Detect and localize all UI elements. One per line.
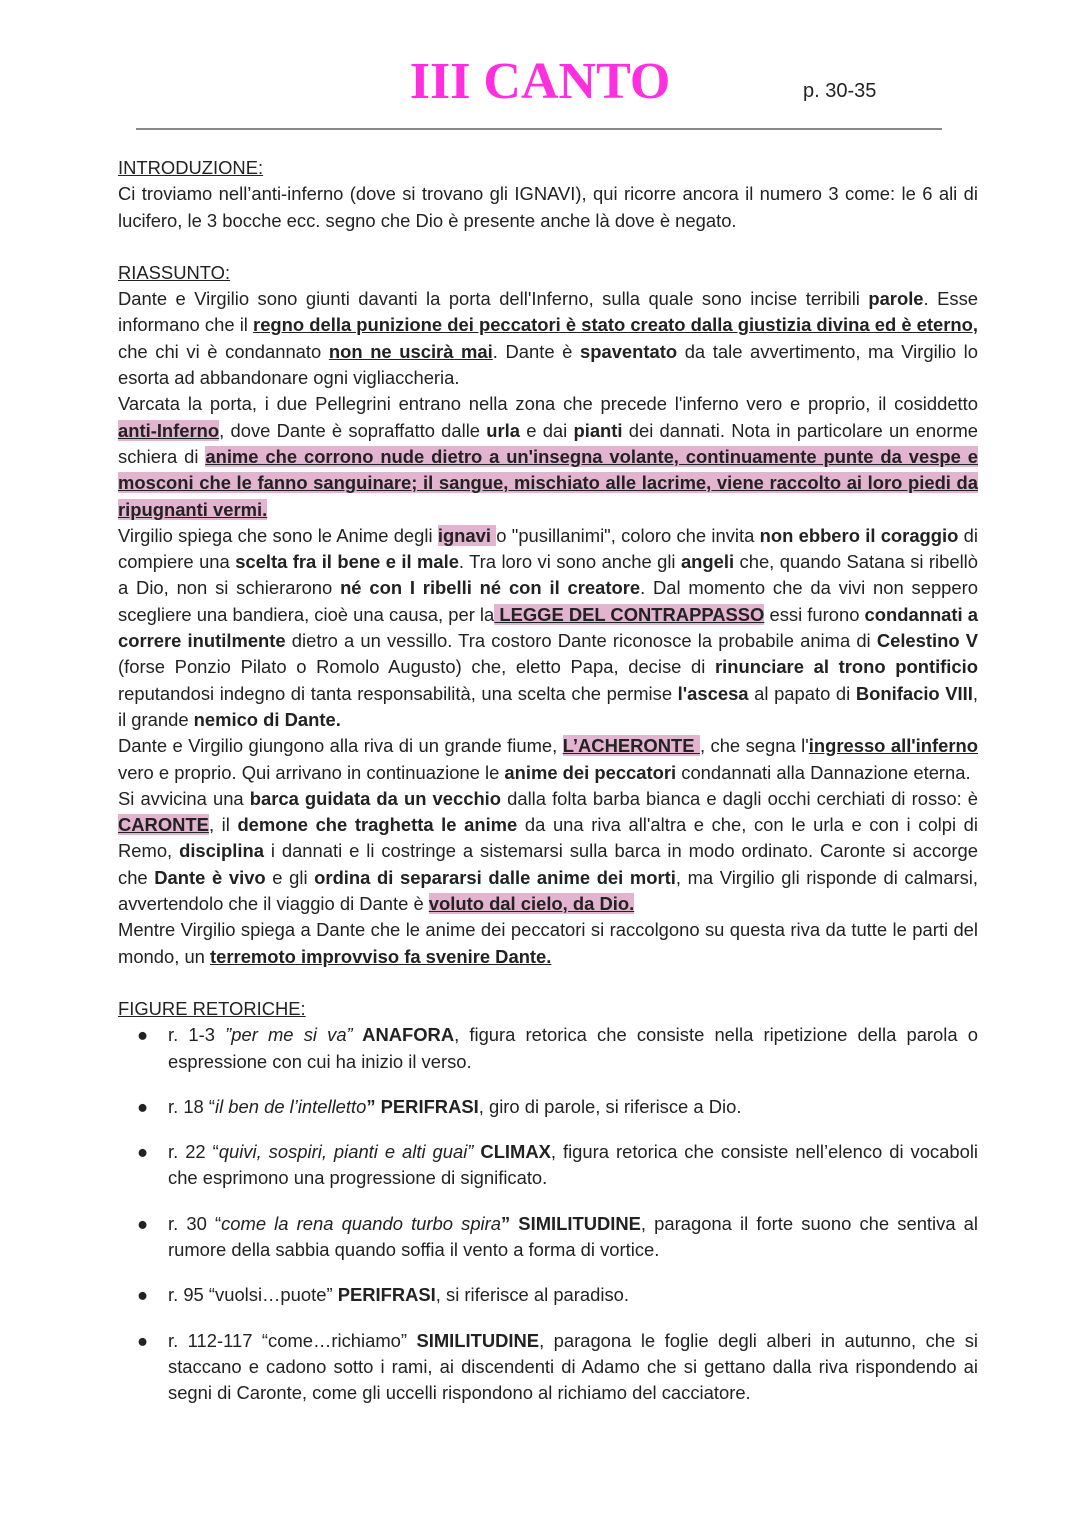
bullet-icon: ● [137, 1024, 149, 1046]
list-item: ● r. 1-3 ”per me si va” ANAFORA, figura retorica che consiste nella ripetizione della parola o espressione con cui ha inizio il verso. [137, 1024, 978, 1072]
list-item: ● r. 22 “quivi, sospiri, pianti e alti guai” CLIMAX, figura retorica che consiste nell’elenco di vocaboli che esprimono una progressione di significato. [137, 1141, 978, 1189]
bullet-icon: ● [137, 1095, 149, 1117]
title-divider [136, 128, 942, 130]
figures-heading: FIGURE RETORICHE: [118, 997, 306, 1019]
list-item: ● r. 112-117 “come…richiamo” SIMILITUDINE, paragona le foglie degli alberi in autunno, che si staccano e cadono sotto i rami, ai discendenti di Adamo che si gettano dalla riva rispondendo ai segni di Caronte, come gli uccelli rispondono al richiamo del cacciatore. [137, 1329, 978, 1404]
list-item: ● r. 95 “vuolsi…puote” PERIFRASI, si riferisce al paradiso. [118, 1282, 978, 1308]
figures-list [118, 1022, 978, 1406]
summary-paragraph-2: Varcata la porta, i due Pellegrini entrano nella zona che precede l'inferno vero e proprio, il cosiddetto anti-Inferno, dove Dante è sopraffatto dalle urla e dai pianti dei dannati. Nota in particolare un enorme schiera di anime che corrono nude dietro a un'insegna volante, continuamente punte da vespe e mosconi che le fanno sanguinare; il sangue, mischiato alle lacrime, viene raccolto ai loro piedi da ripugnanti vermi. [118, 393, 978, 520]
list-item: ● r. 18 “il ben de l’intelletto” PERIFRASI, giro di parole, si riferisce a Dio. [118, 1094, 978, 1120]
intro-text: Ci troviamo nell’anti-inferno (dove si trovano gli IGNAVI), qui ricorre ancora il numero 3 come: le 6 ali di lucifero, le 3 bocche ecc. segno che Dio è presente anche là dove è negato. [118, 183, 978, 231]
bullet-icon: ● [137, 1212, 149, 1234]
summary-heading: RIASSUNTO: [118, 261, 231, 283]
bullet-icon: ● [137, 1284, 149, 1306]
page-title: III CANTO [409, 53, 671, 110]
document-body [118, 155, 978, 1425]
bullet-icon: ● [137, 1141, 149, 1163]
summary-paragraph-5: Si avvicina una barca guidata da un vecchio dalla folta barba bianca e dagli occhi cerchiati di rosso: è CARONTE, il demone che traghetta le anime da una riva all'altra e che, con le urla e con i colpi di Remo, disciplina i dannati e li costringe a sistemarsi sulla barca in modo ordinato. Caronte si accorge che Dante è vivo e gli ordina di separarsi dalle anime dei morti, ma Virgilio gli risponde di calmarsi, avvertendolo che il viaggio di Dante è voluto dal cielo, da Dio. [118, 787, 979, 915]
list-item: ● r. 30 “come la rena quando turbo spira” SIMILITUDINE, paragona il forte suono che sentiva al rumore della sabbia quando soffia il vento a forma di vortice. [137, 1212, 978, 1260]
summary-paragraph-3: Virgilio spiega che sono le Anime degli ignavi o "pusillanimi", coloro che invita non ebbero il coraggio di compiere una scelta fra il bene e il male. Tra loro vi sono anche gli angeli che, quando Satana si ribellò a Dio, non si schierarono né con I ribelli né con il creatore. Dal momento che da vivi non seppero scegliere una bandiera, cioè una causa, per la LEGGE DEL CONTRAPPASSO essi furono condannati a correre inutilmente dietro a un vessillo. Tra costoro Dante riconosce la probabile anima di Celestino V (forse Ponzio Pilato o Romolo Augusto) che, eletto Papa, decise di rinunciare al trono pontificio reputandosi indegno di tanta responsabilità, una scelta che permise l'ascesa al papato di Bonifacio VIII, il grande nemico di Dante. [118, 524, 979, 730]
summary-paragraph-4: Dante e Virgilio giungono alla riva di un grande fiume, L’ACHERONTE , che segna l'ingresso all'inferno vero e proprio. Qui arrivano in continuazione le anime dei peccatori condannati alla Dannazione eterna. [118, 735, 979, 783]
page-range: p. 30-35 [803, 80, 877, 102]
intro-heading: INTRODUZIONE: [118, 157, 264, 178]
summary-paragraph-6: Mentre Virgilio spiega a Dante che le anime dei peccatori si raccolgono su questa riva da tutte le parti del mondo, un terremoto improvviso fa svenire Dante. [118, 919, 978, 967]
bullet-icon: ● [137, 1329, 149, 1351]
summary-paragraph-1: Dante e Virgilio sono giunti davanti la porta dell'Inferno, sulla quale sono incise terribili parole. Esse informano che il regno della punizione dei peccatori è stato creato dalla giustizia divina ed è eterno, che chi vi è condannato non ne uscirà mai. Dante è spaventato da tale avvertimento, ma Virgilio lo esorta ad abbandonare ogni vigliaccheria. [118, 288, 978, 389]
